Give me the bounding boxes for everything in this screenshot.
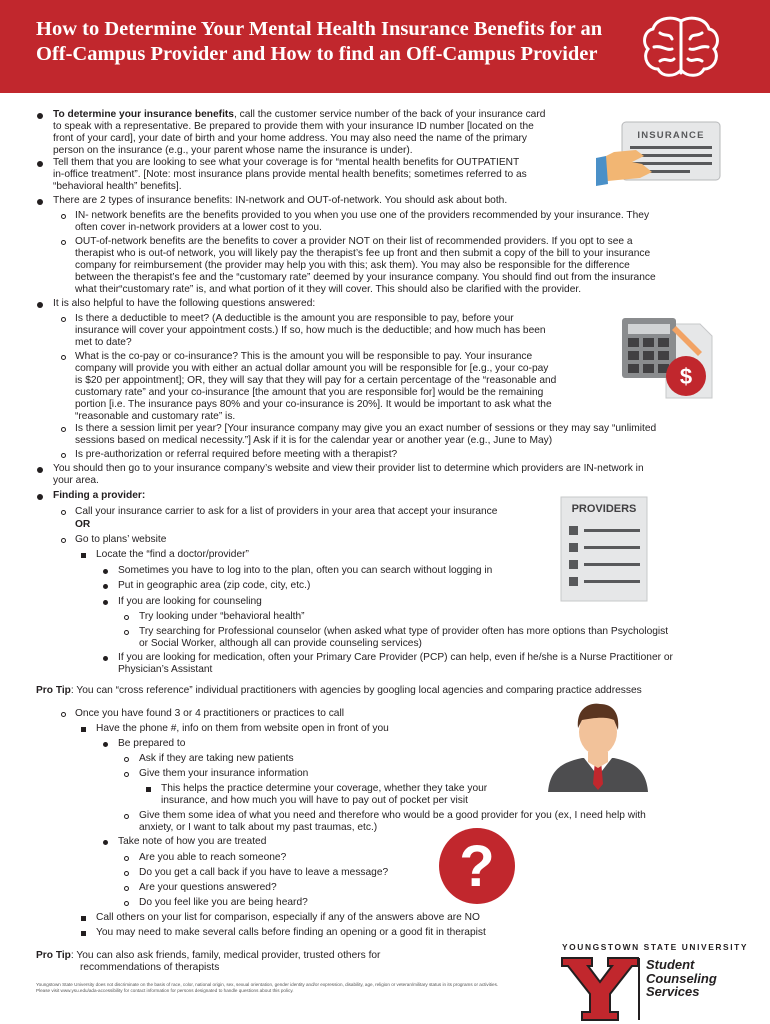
text-line: Do you get a call back if you have to leave a message? bbox=[139, 867, 389, 878]
bullet-dot bbox=[37, 494, 43, 500]
section-heading-finding-provider: Finding a provider: bbox=[53, 490, 146, 501]
bullet-circle bbox=[61, 214, 66, 219]
pro-tip-label: Pro Tip bbox=[36, 685, 71, 696]
text-line: to speak with a representative. Be prepared to provide them with your insurance ID number [located on the bbox=[53, 121, 534, 132]
text-line: company will provide you with either an actual dollar amount you will be responsible for [e.g., your co-pay bbox=[75, 363, 549, 374]
text-line: It is also helpful to have the following questions answered: bbox=[53, 298, 316, 309]
title-line-2: Off-Campus Provider and How to find an Off-Campus Provider bbox=[36, 43, 598, 65]
text-line: Once you have found 3 or 4 practitioners or practices to call bbox=[75, 708, 344, 719]
text-line: Try looking under “behavioral health” bbox=[139, 611, 305, 622]
bullet-circle bbox=[61, 240, 66, 245]
bullet-circle bbox=[124, 772, 129, 777]
text-line: person on the insurance (e.g., your parent whose name the insurance is under). bbox=[53, 145, 413, 156]
text-line: anxiety, or I want to talk about my past traumas, etc.) bbox=[139, 822, 378, 833]
text-line: sessions based on medical necessity.”] Ask if it is for the calendar year or another year (e.g., June to May) bbox=[75, 435, 553, 446]
text-line: front of your card], your date of birth and your home address. You may also need the name of the primary bbox=[53, 133, 527, 144]
text-line: company for reimbursement (the provider may help you with this; ask them). You may also be responsible for the difference bbox=[75, 260, 630, 271]
providers-list-icon bbox=[560, 496, 648, 602]
text-line: insurance will cover your appointment costs.) If so, how much is the deductible; and how much has been bbox=[75, 325, 546, 336]
bullet-dot bbox=[103, 840, 108, 845]
text-line: Are you able to reach someone? bbox=[139, 852, 287, 863]
bullet-circle bbox=[124, 871, 129, 876]
bullet-dot bbox=[37, 113, 43, 119]
text-line: Sometimes you have to log into to the plan, often you can search without logging in bbox=[118, 565, 493, 576]
bullet-dot bbox=[103, 584, 108, 589]
text-line: You should then go to your insurance company’s website and view their provider list to determine which providers are IN-network in bbox=[53, 463, 644, 474]
bullet-circle bbox=[124, 615, 129, 620]
text-line: Call others on your list for comparison, especially if any of the answers above are NO bbox=[96, 912, 480, 923]
bullet-dot bbox=[103, 569, 108, 574]
text-line: Are your questions answered? bbox=[139, 882, 277, 893]
text-line: This helps the practice determine your coverage, whether they take your bbox=[161, 783, 488, 794]
paragraph-insurance-benefits bbox=[53, 109, 545, 121]
bullet-dot bbox=[103, 742, 108, 747]
bullet-circle bbox=[124, 886, 129, 891]
department-line: Counseling bbox=[646, 970, 717, 986]
text-line: What is the co-pay or co-insurance? This is the amount you will be responsible to pay. Your insurance bbox=[75, 351, 533, 362]
insurance-card-icon bbox=[596, 120, 726, 200]
bullet-dot bbox=[37, 467, 43, 473]
text-line: customary rate” and your co-insurance [the amount that you are responsible for] would be the remaining bbox=[75, 387, 544, 398]
text-line: Tell them that you are looking to see what your coverage is for “mental health benefits for OUTPATIENT bbox=[53, 157, 520, 168]
bullet-dot bbox=[103, 656, 108, 661]
text-line: therapist who is out-of network, you will likely pay the therapist’s fee up front and then submit a copy of the bill to your insurance bbox=[75, 248, 651, 259]
text-line: what their“customary rate” is, and what portion of it they will cover. This should also be clarified with the provider. bbox=[75, 284, 582, 295]
text-line: Ask if they are taking new patients bbox=[139, 753, 294, 764]
question-glyph: ? bbox=[459, 834, 495, 899]
bullet-square bbox=[81, 553, 86, 558]
bullet-circle bbox=[61, 427, 66, 432]
text-line: Physician’s Assistant bbox=[118, 664, 213, 675]
text-line: insurance, and how much you will have to pay out of pocket per visit bbox=[161, 795, 468, 806]
bullet-circle bbox=[61, 712, 66, 717]
text-line: Give them your insurance information bbox=[139, 768, 309, 779]
text-line: “behavioral health” benefits]. bbox=[53, 181, 182, 192]
text-line: Go to plans’ website bbox=[75, 534, 167, 545]
title-line-1: How to Determine Your Mental Health Insurance Benefits for an bbox=[36, 18, 603, 40]
text: : You can also ask friends, family, medical provider, trusted others for bbox=[70, 950, 381, 961]
bullet-circle bbox=[61, 510, 66, 515]
calculator-icon bbox=[618, 316, 718, 400]
pro-tip-label: Pro Tip bbox=[36, 950, 71, 961]
department-name bbox=[646, 958, 717, 999]
department-line: Services bbox=[646, 984, 700, 999]
providers-label: PROVIDERS bbox=[571, 503, 637, 515]
text-line: There are 2 types of insurance benefits: IN-network and OUT-of-network. You should ask about both. bbox=[53, 195, 508, 206]
logo-divider bbox=[638, 958, 640, 1020]
bullet-square bbox=[146, 787, 151, 792]
text-line: If you are looking for medication, often your Primary Care Provider (PCP) can help, even if he/she is a Nurse Practitioner or bbox=[118, 652, 673, 663]
nondiscrimination-note bbox=[36, 982, 536, 994]
bullet-circle bbox=[124, 814, 129, 819]
text-line: between the therapist’s fee and the “customary rate” deemed by your insurance company. You should find out from the insurance bbox=[75, 272, 656, 283]
note-line: Please visit www.ysu.edu/ada-accessibility for contact information for persons designated to handle questions about this policy. bbox=[36, 988, 294, 993]
text-line: is $20 per appointment]; OR, they will say that they will pay for a certain percentage of the “reasonable and bbox=[75, 375, 557, 386]
bullet-circle bbox=[124, 630, 129, 635]
bullet-dot bbox=[103, 600, 108, 605]
text-line: Call your insurance carrier to ask for a list of providers in your area that accept your insurance bbox=[75, 506, 498, 517]
text-line: Give them some idea of what you need and therefore who would be a good provider for you (ex, I need help with bbox=[139, 810, 646, 821]
text-line: Take note of how you are treated bbox=[118, 836, 267, 847]
text-line: often cover in-network providers at a lower cost to you. bbox=[75, 222, 322, 233]
text-line: Is pre-authorization or referral required before meeting with a therapist? bbox=[75, 449, 398, 460]
bullet-dot bbox=[37, 199, 43, 205]
text-line: recommendations of therapists bbox=[80, 962, 220, 973]
text-line: Do you feel like you are being heard? bbox=[139, 897, 308, 908]
note-line: Youngstown State University does not discriminate on the basis of race, color, national origin, sex, sexual orientation, gender identity and/or expression, disability, age, religion or veteran/military status in its programs or activities. bbox=[36, 982, 499, 987]
or-divider-text: OR bbox=[75, 519, 91, 530]
text-line: portion [i.e. The insurance pays 80% and your co-insurance is 20%]. It would be important to ask what the bbox=[75, 399, 552, 410]
pro-tip-ask-others bbox=[36, 950, 380, 962]
text-line: in-office treatment”. [Note: most insurance plans provide mental health benefits; sometimes referred to as bbox=[53, 169, 527, 180]
bullet-circle bbox=[61, 355, 66, 360]
bullet-circle bbox=[61, 538, 66, 543]
text-line: OUT-of-network benefits are the benefits to cover a provider NOT on their list of recommended providers. If you opt to see a bbox=[75, 236, 633, 247]
text-line: Locate the “find a doctor/provider” bbox=[96, 549, 249, 560]
text-line: or Social Worker, although all can provide counseling services) bbox=[139, 638, 422, 649]
text-line: IN- network benefits are the benefits provided to you when you use one of the providers recommended by your insurance. They bbox=[75, 210, 650, 221]
person-avatar-icon bbox=[546, 696, 650, 792]
bullet-circle bbox=[124, 757, 129, 762]
bullet-square bbox=[81, 916, 86, 921]
bullet-dot bbox=[37, 302, 43, 308]
text-line: Have the phone #, info on them from website open in front of you bbox=[96, 723, 389, 734]
bullet-square bbox=[81, 931, 86, 936]
text-line: Be prepared to bbox=[118, 738, 186, 749]
text-line: If you are looking for counseling bbox=[118, 596, 262, 607]
text: , call the customer service number of the back of your insurance card bbox=[233, 109, 546, 120]
bullet-circle bbox=[124, 856, 129, 861]
text-line: “reasonable and customary rate” is. bbox=[75, 411, 236, 422]
ysu-y-logo bbox=[560, 956, 640, 1022]
text-line: Put in geographic area (zip code, city, etc.) bbox=[118, 580, 311, 591]
dollar-sign: $ bbox=[679, 364, 693, 389]
text-line: You may need to make several calls before finding an opening or a good fit in therapist bbox=[96, 927, 486, 938]
insurance-card-label: INSURANCE bbox=[637, 130, 705, 141]
text-line: your area. bbox=[53, 475, 99, 486]
department-line: Student bbox=[646, 957, 695, 972]
bullet-square bbox=[81, 727, 86, 732]
bold-lead: To determine your insurance benefits bbox=[53, 109, 234, 120]
bullet-circle bbox=[61, 453, 66, 458]
text: : You can “cross reference” individual practitioners with agencies by googling local agencies and comparing practice addresses bbox=[70, 685, 642, 696]
question-mark-icon bbox=[437, 826, 517, 906]
text-line: Try searching for Professional counselor (when asked what type of provider often has more options than Psychologist bbox=[139, 626, 669, 637]
university-name: YOUNGSTOWN STATE UNIVERSITY bbox=[562, 942, 749, 952]
text-line: met to date? bbox=[75, 337, 132, 348]
bullet-circle bbox=[124, 901, 129, 906]
text-line: Is there a session limit per year? [Your insurance company may give you an exact number of sessions or they may say “unlimited bbox=[75, 423, 657, 434]
bullet-dot bbox=[37, 161, 43, 167]
bullet-circle bbox=[61, 317, 66, 322]
text-line: Is there a deductible to meet? (A deductible is the amount you are responsible to pay, before your bbox=[75, 313, 514, 324]
